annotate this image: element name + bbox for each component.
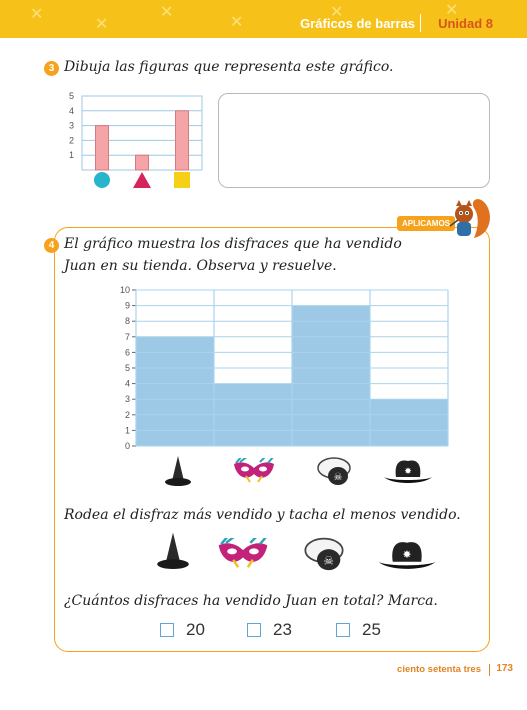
bar <box>292 306 370 446</box>
y-tick-label: 5 <box>69 91 75 101</box>
star-decoration-icon: ✕ <box>330 2 344 21</box>
y-tick-label: 3 <box>69 120 75 131</box>
pirate-eyepatch-icon[interactable] <box>298 534 350 576</box>
header-divider <box>420 14 421 32</box>
exercise-4-instruction-line2: Juan en su tienda. Observa y resuelve. <box>64 258 337 274</box>
topic-title: Gráficos de barras <box>300 16 415 31</box>
svg-text:☠: ☠ <box>323 553 334 568</box>
footer-divider <box>489 664 490 676</box>
answer-option[interactable] <box>336 620 381 640</box>
y-tick-label: 8 <box>124 316 130 327</box>
y-tick-label: 2 <box>124 409 130 420</box>
exercise-number-badge: 3 <box>44 61 59 76</box>
star-decoration-icon: ✕ <box>445 0 459 19</box>
header-bar <box>0 0 527 38</box>
page-number-words: ciento setenta tres <box>397 664 481 675</box>
question-total: ¿Cuántos disfraces ha vendido Juan en total? Marca. <box>64 593 438 609</box>
y-tick-label: 4 <box>124 378 130 389</box>
star-decoration-icon: ✕ <box>30 4 44 23</box>
svg-text:✸: ✸ <box>402 548 412 562</box>
exercise-number-badge: 4 <box>44 238 59 253</box>
bar <box>136 337 214 446</box>
cowboy-hat-icon <box>382 457 434 489</box>
page-number: 173 <box>496 663 513 674</box>
triangle-shape-icon <box>133 172 151 188</box>
bar <box>96 126 109 170</box>
apply-tag: APLICAMOS <box>397 216 455 231</box>
y-tick-label: 6 <box>124 347 130 358</box>
svg-text:✸: ✸ <box>404 467 412 477</box>
shapes-bar-chart <box>62 88 210 194</box>
circle-shape-icon <box>94 172 110 188</box>
drawing-area[interactable] <box>218 93 490 188</box>
squirrel-mascot-icon <box>444 194 494 240</box>
answer-value: 25 <box>362 620 381 639</box>
y-tick-label: 0 <box>124 441 130 451</box>
y-tick-label: 5 <box>124 363 130 373</box>
answer-checkbox[interactable] <box>247 623 261 637</box>
cowboy-hat-icon[interactable] <box>376 538 438 576</box>
y-tick-label: 9 <box>124 300 130 311</box>
answer-option[interactable] <box>247 620 292 640</box>
y-tick-label: 1 <box>69 150 75 161</box>
exercise-4-instruction-line1: El gráfico muestra los disfraces que ha vendido <box>64 236 402 252</box>
unit-title: Unidad 8 <box>438 16 493 31</box>
svg-text:☠: ☠ <box>333 472 343 483</box>
y-tick-label: 3 <box>124 394 130 405</box>
star-decoration-icon: ✕ <box>160 2 174 21</box>
y-tick-label: 1 <box>124 425 130 436</box>
question-circle-cross: Rodea el disfraz más vendido y tacha el menos vendido. <box>64 507 461 523</box>
pirate-eyepatch-icon <box>312 454 356 490</box>
y-tick-label: 10 <box>119 285 130 295</box>
answer-value: 20 <box>186 620 205 639</box>
costume-sales-bar-chart <box>110 284 455 456</box>
carnival-mask-icon <box>232 458 276 486</box>
square-shape-icon <box>174 172 190 188</box>
y-tick-label: 4 <box>69 105 75 116</box>
bar <box>370 399 448 446</box>
bar <box>136 155 149 170</box>
answer-value: 23 <box>273 620 292 639</box>
witch-hat-icon[interactable] <box>156 530 190 574</box>
y-tick-label: 2 <box>69 135 75 146</box>
bar <box>176 111 189 170</box>
answer-checkbox[interactable] <box>160 623 174 637</box>
answer-checkbox[interactable] <box>336 623 350 637</box>
exercise-3-instruction: Dibuja las figuras que representa este gráfico. <box>64 59 394 75</box>
answer-option[interactable] <box>160 620 205 640</box>
carnival-mask-icon[interactable] <box>216 538 270 572</box>
y-tick-label: 7 <box>124 331 130 342</box>
witch-hat-icon <box>164 455 192 489</box>
star-decoration-icon: ✕ <box>95 14 109 33</box>
star-decoration-icon: ✕ <box>230 12 244 31</box>
